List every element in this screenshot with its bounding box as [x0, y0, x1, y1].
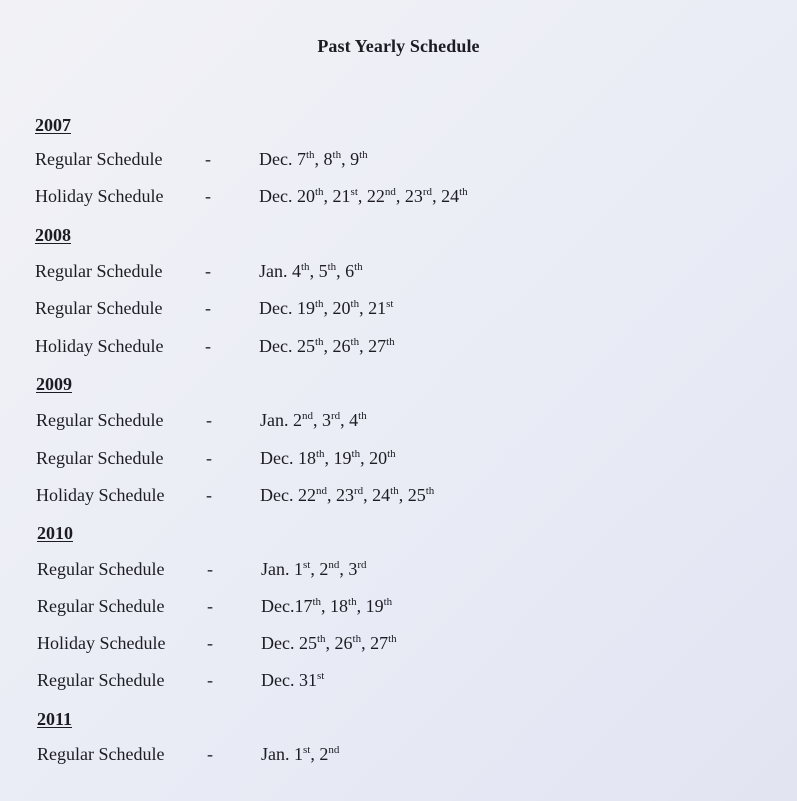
- schedule-dates: Jan. 1st, 2nd, 3rd: [261, 559, 367, 579]
- separator-dash: -: [207, 670, 213, 690]
- schedule-dates: Jan. 4th, 5th, 6th: [259, 261, 363, 281]
- schedule-dates: Dec. 18th, 19th, 20th: [260, 448, 396, 468]
- schedule-type-label: Regular Schedule: [37, 670, 165, 690]
- separator-dash: -: [205, 261, 211, 281]
- year-heading-2007: 2007: [35, 115, 71, 135]
- schedule-type-label: Regular Schedule: [36, 448, 164, 468]
- separator-dash: -: [205, 336, 211, 356]
- schedule-type-label: Holiday Schedule: [35, 336, 164, 356]
- separator-dash: -: [206, 485, 212, 505]
- schedule-type-label: Regular Schedule: [35, 149, 163, 169]
- separator-dash: -: [205, 298, 211, 318]
- schedule-type-label: Holiday Schedule: [35, 186, 164, 206]
- year-heading-2010: 2010: [37, 523, 73, 543]
- separator-dash: -: [207, 633, 213, 653]
- schedule-type-label: Regular Schedule: [36, 410, 164, 430]
- schedule-dates: Dec. 22nd, 23rd, 24th, 25th: [260, 485, 435, 505]
- schedule-dates: Dec. 7th, 8th, 9th: [259, 149, 368, 169]
- schedule-dates: Dec. 19th, 20th, 21st: [259, 298, 394, 318]
- schedule-dates: Dec. 31st: [261, 670, 325, 690]
- schedule-dates: Jan. 1st, 2nd: [261, 744, 340, 764]
- separator-dash: -: [205, 149, 211, 169]
- year-heading-2009: 2009: [36, 374, 72, 394]
- schedule-dates: Jan. 2nd, 3rd, 4th: [260, 410, 367, 430]
- schedule-type-label: Regular Schedule: [37, 596, 165, 616]
- schedule-type-label: Holiday Schedule: [36, 485, 165, 505]
- separator-dash: -: [207, 596, 213, 616]
- page-title: Past Yearly Schedule: [317, 36, 480, 56]
- year-heading-2008: 2008: [35, 225, 71, 245]
- separator-dash: -: [206, 410, 212, 430]
- schedule-type-label: Regular Schedule: [37, 744, 165, 764]
- schedule-dates: Dec. 20th, 21st, 22nd, 23rd, 24th: [259, 186, 468, 206]
- schedule-type-label: Holiday Schedule: [37, 633, 166, 653]
- schedule-dates: Dec.17th, 18th, 19th: [261, 596, 393, 616]
- separator-dash: -: [207, 559, 213, 579]
- schedule-type-label: Regular Schedule: [35, 298, 163, 318]
- schedule-dates: Dec. 25th, 26th, 27th: [259, 336, 395, 356]
- separator-dash: -: [207, 744, 213, 764]
- schedule-type-label: Regular Schedule: [35, 261, 163, 281]
- schedule-type-label: Regular Schedule: [37, 559, 165, 579]
- separator-dash: -: [206, 448, 212, 468]
- year-heading-2011: 2011: [37, 709, 73, 729]
- separator-dash: -: [205, 186, 211, 206]
- schedule-dates: Dec. 25th, 26th, 27th: [261, 633, 397, 653]
